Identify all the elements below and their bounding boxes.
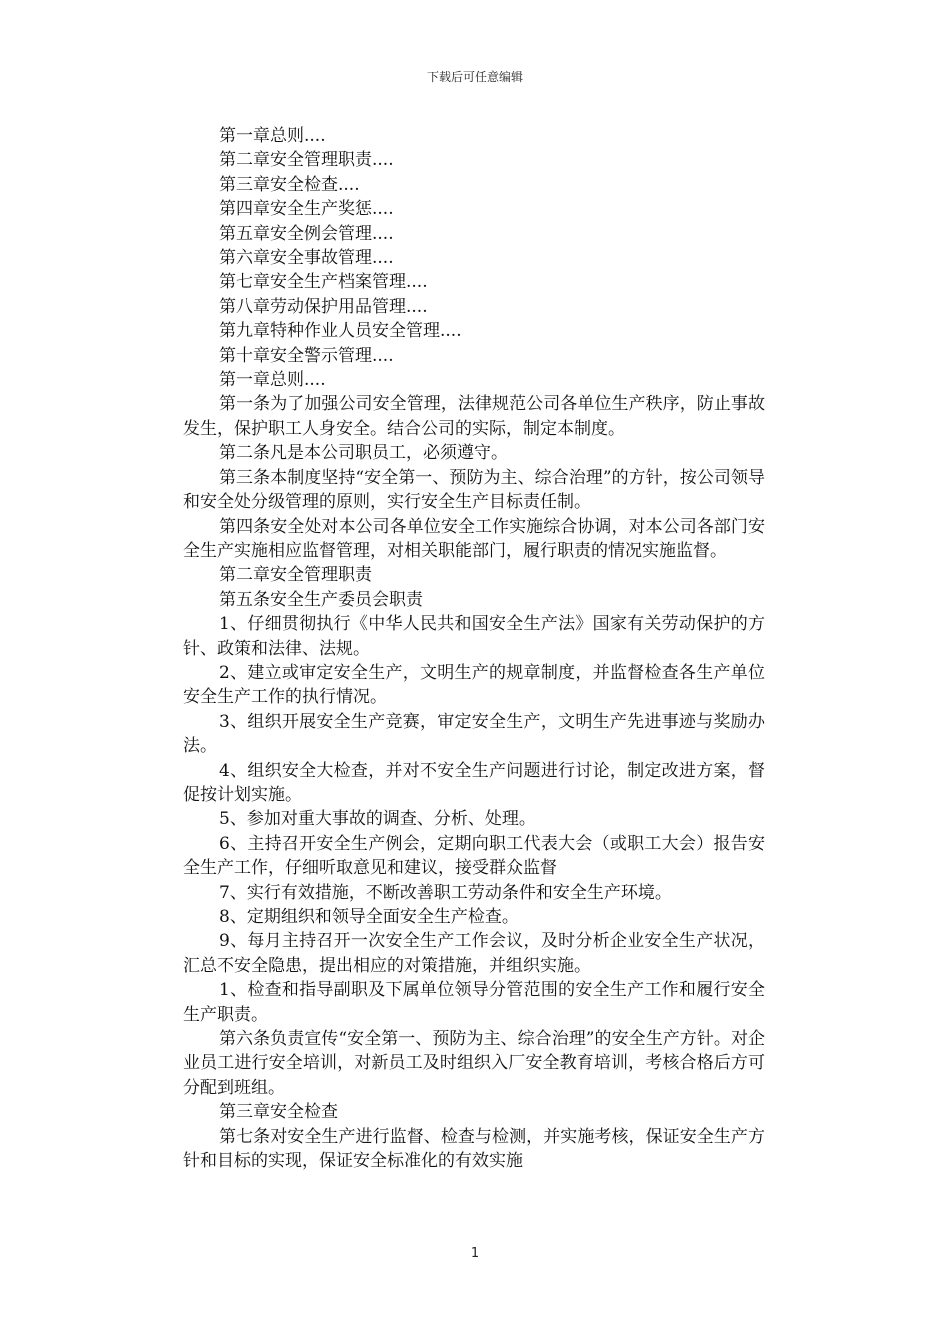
list-item: 8、定期组织和领导全面安全生产检查。 [219,907,519,927]
page-number: 1 [470,1246,480,1261]
list-item: 4、组织安全大检查，并对不安全生产问题进行讨论，制定改进方案，督促按计划实施。 [183,760,765,805]
toc-item: 第一章总则.... [219,126,326,146]
table-of-contents [183,124,765,368]
chapter-heading: 第二章安全管理职责 [219,565,372,586]
toc-item: 第七章安全生产档案管理.... [219,272,428,293]
toc-item: 第四章安全生产奖惩.... [219,199,394,220]
article-paragraph: 第四条安全处对本公司各单位安全工作实施综合协调，对本公司各部门安全生产实施相应监督管理，对相关职能部门，履行职责的情况实施监督。 [183,516,765,561]
article-paragraph: 第二条凡是本公司职员工，必须遵守。 [219,443,508,464]
list-item: 1、仔细贯彻执行《中华人民共和国安全生产法》国家有关劳动保护的方针、政策和法律、法规。 [183,614,765,659]
article-paragraph: 第五条安全生产委员会职责 [219,589,423,610]
chapter-heading: 第三章安全检查 [219,1102,338,1123]
body-text [183,368,765,1173]
article-paragraph: 第一条为了加强公司安全管理，法律规范公司各单位生产秩序，防止事故发生，保护职工人身安全。结合公司的实际，制定本制度。 [183,394,765,439]
article-paragraph: 第六条负责宣传“安全第一、预防为主、综合治理”的安全生产方针。对企业员工进行安全培训，对新员工及时组织入厂安全教育培训，考核合格后方可分配到班组。 [183,1029,765,1098]
toc-item: 第三章安全检查.... [219,174,360,195]
toc-item: 第二章安全管理职责.... [219,150,394,171]
page-header: 下载后可任意编辑 [426,70,523,84]
article-paragraph: 第七条对安全生产进行监督、检查与检测，并实施考核，保证安全生产方针和目标的实现，保证安全标准化的有效实施 [183,1126,765,1172]
list-item: 5、参加对重大事故的调查、分析、处理。 [219,809,536,830]
toc-item: 第十章安全警示管理.... [219,345,394,366]
toc-item: 第九章特种作业人员安全管理.... [219,321,462,342]
list-item: 1、检查和指导副职及下属单位领导分管范围的安全生产工作和履行安全生产职责。 [183,980,765,1025]
list-item: 2、建立或审定安全生产，文明生产的规章制度，并监督检查各生产单位安全生产工作的执行情况。 [183,662,765,708]
toc-item: 第五章安全例会管理.... [219,223,394,244]
list-item: 3、组织开展安全生产竞赛，审定安全生产，文明生产先进事迹与奖励办法。 [183,711,765,757]
document-body [183,124,765,1173]
list-item: 9、每月主持召开一次安全生产工作会议，及时分析企业安全生产状况，汇总不安全隐患，提出相应的对策措施，并组织实施。 [183,931,765,976]
toc-item: 第六章安全事故管理.... [219,248,394,269]
toc-item: 第八章劳动保护用品管理.... [219,296,428,317]
article-paragraph: 第三条本制度坚持“安全第一、预防为主、综合治理”的方针，按公司领导和安全处分级管理的原则，实行安全生产目标责任制。 [183,467,765,513]
chapter-heading: 第一章总则.... [219,370,326,391]
list-item: 7、实行有效措施，不断改善职工劳动条件和安全生产环境。 [219,882,672,903]
list-item: 6、主持召开安全生产例会，定期向职工代表大会（或职工大会）报告安全生产工作，仔细听取意见和建议，接受群众监督 [183,833,765,879]
